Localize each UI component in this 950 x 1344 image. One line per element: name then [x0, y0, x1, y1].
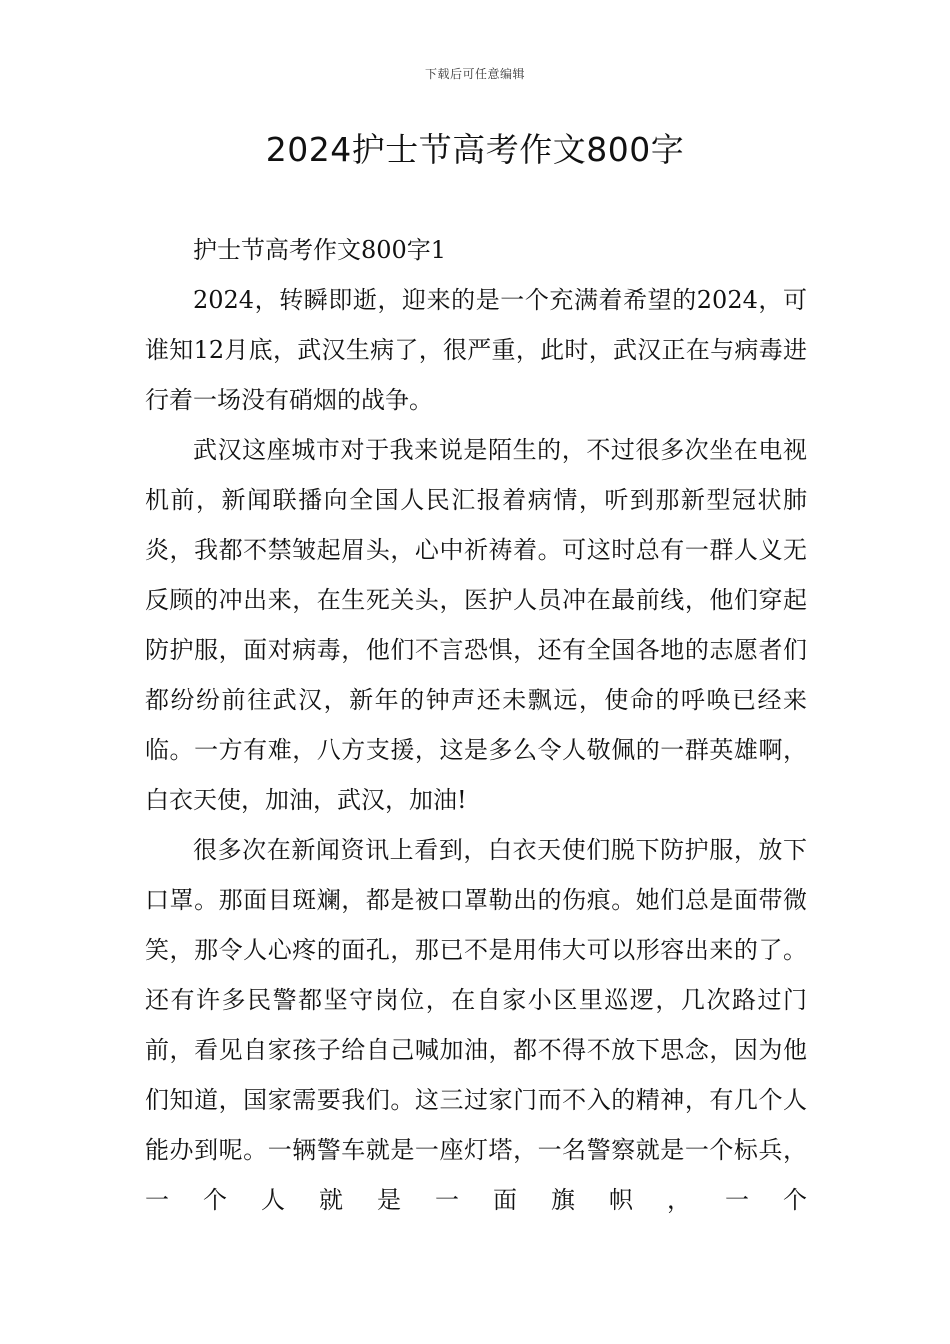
- document-body: [145, 225, 807, 1225]
- header-note: 下载后可任意编辑: [424, 67, 525, 81]
- paragraph-3: 很多次在新闻资讯上看到，白衣天使们脱下防护服，放下口罩。那面目斑斓，都是被口罩勒出的伤痕。她们总是面带微笑，那令人心疼的面孔，那已不是用伟大可以形容出来的了。还有许多民警都坚守岗位，在自家小区里巡逻，几次路过门前，看见自家孩子给自己喊加油，都不得不放下思念，因为他们知道，国家需要我们。这三过家门而不入的精神，有几个人能办到呢。一辆警车就是一座灯塔，一名警察就是一个标兵，一个人就是一面旗帜，一个: [145, 836, 807, 1214]
- section-subtitle: 护士节高考作文800字1: [193, 236, 447, 264]
- paragraph-1: 2024，转瞬即逝，迎来的是一个充满着希望的2024，可谁知12月底，武汉生病了，很严重，此时，武汉正在与病毒进行着一场没有硝烟的战争。: [145, 286, 807, 414]
- paragraph-2: 武汉这座城市对于我来说是陌生的，不过很多次坐在电视机前，新闻联播向全国人民汇报着病情，听到那新型冠状肺炎，我都不禁皱起眉头，心中祈祷着。可这时总有一群人义无反顾的冲出来，在生死关头，医护人员冲在最前线，他们穿起防护服，面对病毒，他们不言恐惧，还有全国各地的志愿者们都纷纷前往武汉，新年的钟声还未飘远，使命的呼唤已经来临。一方有难，八方支援，这是多么令人敬佩的一群英雄啊，白衣天使，加油，武汉，加油!: [145, 436, 807, 814]
- document-title: 2024护士节高考作文800字: [265, 130, 685, 169]
